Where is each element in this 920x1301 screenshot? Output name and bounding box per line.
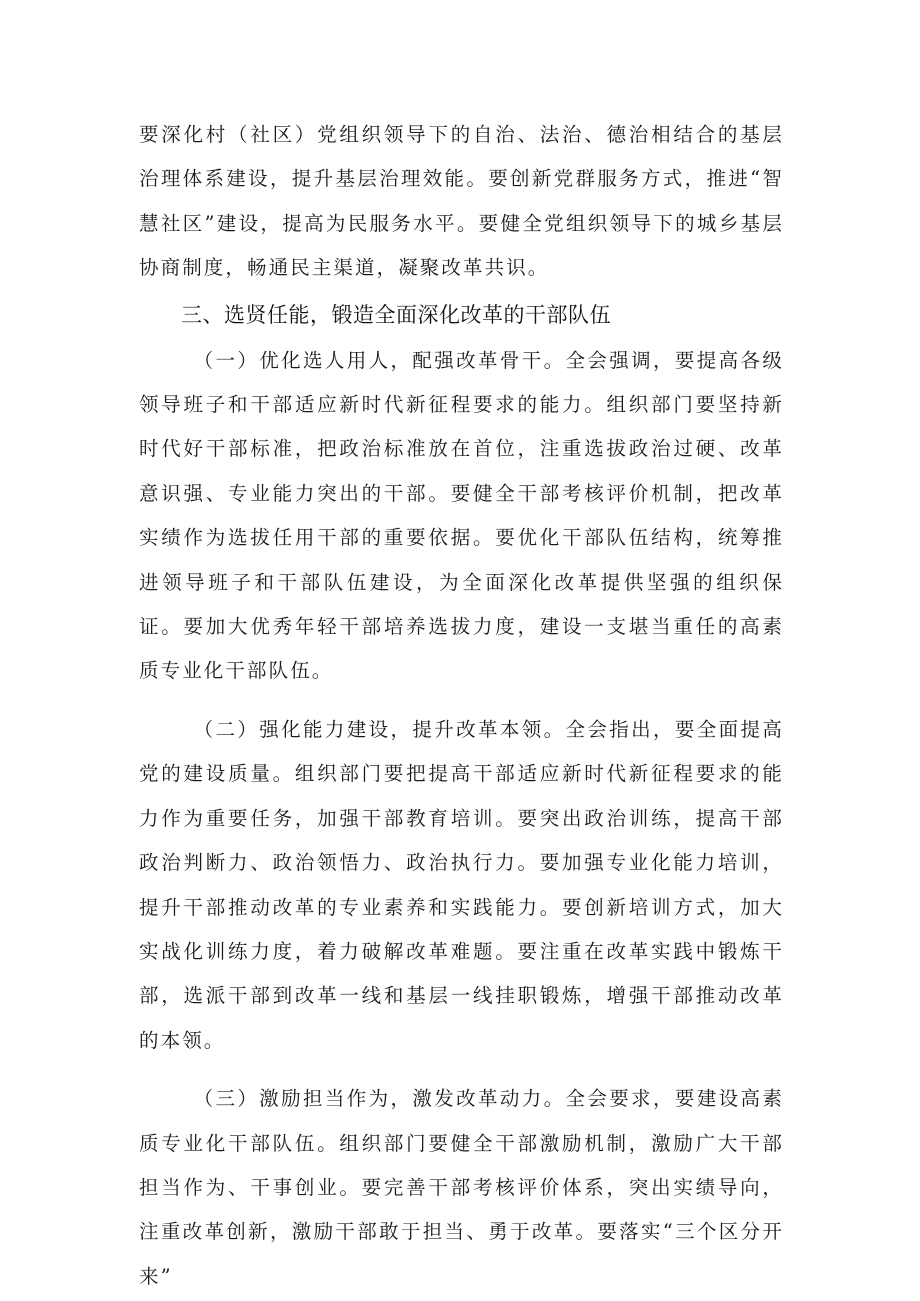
paragraph-2: （二）强化能力建设，提升改革本领。全会指出，要全面提高党的建设质量。组织部门要把提高干部适应新时代新征程要求的能力作为重要任务，加强干部教育培训。要突出政治训练，提高干部政治判断力、政治领悟力、政治执行力。要加强专业化能力培训，提升干部推动改革的专业素养和实践能力。要创新培训方式，加大实战化训练力度，着力破解改革难题。要注重在改革实践中锻炼干部，选派干部到改革一线和基层一线挂职锻炼，增强干部推动改革的本领。: [139, 717, 784, 1052]
paragraph-1: （一）优化选人用人，配强改革骨干。全会强调，要提高各级领导班子和干部适应新时代新征程要求的能力。组织部门要坚持新时代好干部标准，把政治标准放在首位，注重选拔政治过硬、改革意识强、专业能力突出的干部。要健全干部考核评价机制，把改革实绩作为选拔任用干部的重要依据。要优化干部队伍结构，统筹推进领导班子和干部队伍建设，为全面深化改革提供坚强的组织保证。要加大优秀年轻干部培养选拔力度，建设一支堪当重任的高素质专业化干部队伍。: [139, 348, 784, 683]
paragraph-3: （三）激励担当作为，激发改革动力。全会要求，要建设高素质专业化干部队伍。组织部门要健全干部激励机制，激励广大干部担当作为、干事创业。要完善干部考核评价体系，突出实绩导向，注重改革创新，激励干部敢于担当、勇于改革。要落实“三个区分开来”: [139, 1087, 784, 1288]
section-heading: 三、选贤任能，锻造全面深化改革的干部队伍: [181, 302, 611, 327]
document-page: [139, 113, 784, 1299]
paragraph-continuation: 要深化村（社区）党组织领导下的自治、法治、德治相结合的基层治理体系建设，提升基层治理效能。要创新党群服务方式，推进“智慧社区”建设，提高为民服务水平。要健全党组织领导下的城乡基层协商制度，畅通民主渠道，凝聚改革共识。: [139, 123, 784, 280]
